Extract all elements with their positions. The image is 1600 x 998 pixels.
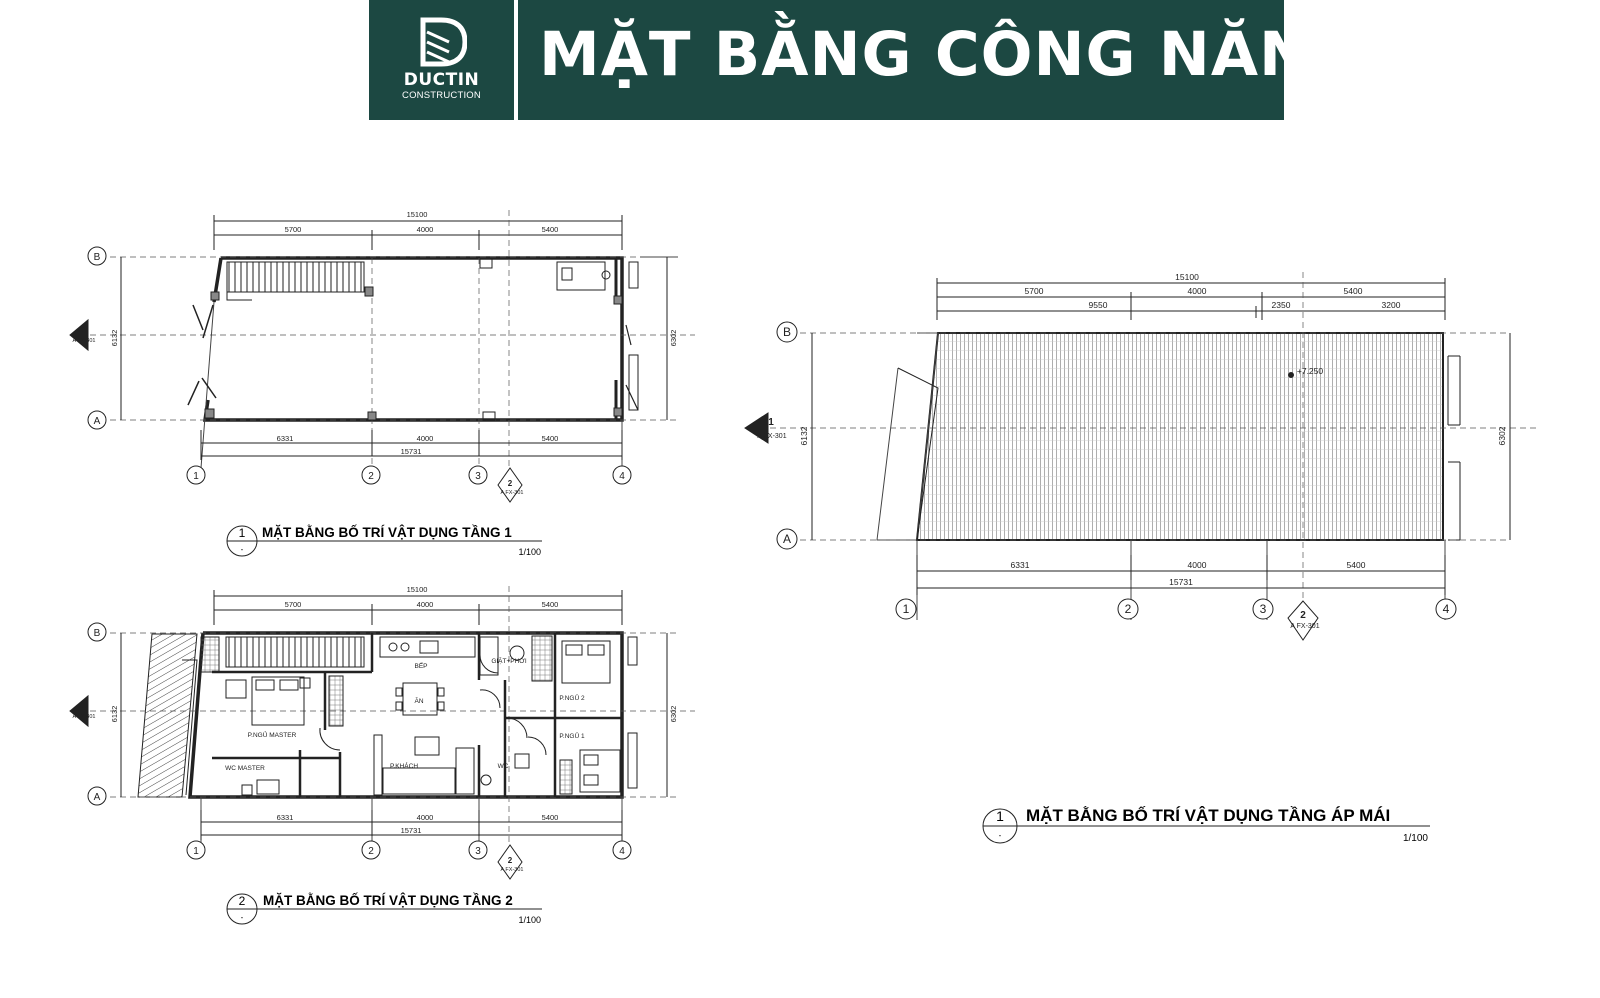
p3-grid-2: 2 [1124,602,1132,616]
p2-section2-num: 2 [507,856,513,865]
p2-grid-1: 1 [193,846,199,857]
plan-title-3 [983,805,1430,844]
plan-floor-1 [70,210,695,480]
room-giat: GIẶT+PHƠI [491,658,527,665]
p3-dim-bot-total: 15731 [1169,577,1193,587]
p2-dim-a: 5700 [284,600,302,609]
plan-title-1 [227,525,542,557]
p1-section-ref: A FX-301 [72,338,96,344]
p2-grid-2: 2 [368,846,374,857]
p2-dim-bot-b: 4000 [416,813,434,822]
p3-dim-c: 5400 [1343,286,1363,296]
p2-section-ref: A FX-301 [72,714,96,720]
p3-bot-dims [917,555,1445,595]
p3-section2-ref: A FX-301 [1290,623,1320,630]
p3-dim-roof-a: 9550 [1088,300,1108,310]
p1-section2-ref: A FX-301 [500,490,524,496]
p3-section-ref: A FX-301 [757,433,787,440]
p3-dim-bot-c: 5400 [1346,560,1366,570]
plan-1-number: 1 [238,526,246,540]
p2-section-num: 1 [81,701,87,710]
p2-bed-2 [562,641,610,683]
p2-bed-master [252,677,304,725]
roof-elevation: +7.250 [1296,366,1324,376]
plan-3-title: MẶT BẰNG BỐ TRÍ VẬT DỤNG TẦNG ÁP MÁI [1026,806,1391,825]
p3-dim-roof-b: 2350 [1271,300,1291,310]
p3-dim-total: 15100 [1175,272,1199,282]
plan-2-sheet: - [240,913,244,922]
p2-dim-total: 15100 [406,585,428,594]
p1-dim-bot-total: 15731 [400,447,422,456]
p1-dim-a: 5700 [284,225,302,234]
p3-grid-3: 3 [1259,602,1267,616]
room-ngu-2: P.NGỦ 2 [559,695,585,702]
room-bep: BẾP [414,663,428,670]
room-an: ĂN [414,698,424,705]
plan-3-sheet: - [998,831,1002,840]
p1-dim-total: 15100 [406,210,428,219]
p1-dim-bot-c: 5400 [541,434,559,443]
plan-3-scale: 1/100 [1402,833,1428,844]
p2-dim-b: 4000 [416,600,434,609]
p2-kitchen-counter [380,637,475,657]
p2-grid-b: B [93,628,101,639]
p3-dim-a: 5700 [1024,286,1044,296]
p3-dim-bot-a: 6331 [1010,560,1030,570]
p2-bed-1 [580,750,620,792]
plan-1-sheet: - [240,545,244,554]
plan-1-title: MẶT BẰNG BỐ TRÍ VẬT DỤNG TẦNG 1 [262,525,512,540]
p2-dim-right: 6302 [669,705,678,723]
p1-dim-left: 6132 [110,329,119,347]
p3-grid-1: 1 [902,602,910,616]
p2-grid-3: 3 [475,846,481,857]
plan-2-title: MẶT BẰNG BỐ TRÍ VẬT DỤNG TẦNG 2 [263,893,513,908]
plan-floor-2 [70,586,695,865]
logo-subtitle: CONSTRUCTION [402,90,481,101]
p2-dim-bot-a: 6331 [276,813,294,822]
p3-dim-left: 6132 [799,426,809,446]
p2-sofa [383,768,455,794]
p2-dim-bot-total: 15731 [400,826,422,835]
p3-dim-b: 4000 [1187,286,1207,296]
p1-wc [557,262,605,290]
p3-top-dims [937,278,1445,320]
p1-grid-b: B [93,252,101,263]
room-wc: WC [497,763,509,770]
p1-section-num: 1 [81,325,87,334]
plan-1-scale: 1/100 [518,547,541,557]
logo-name: DUCTIN [403,70,480,90]
plan-2-scale: 1/100 [518,915,541,925]
page-title: MẶT BẰNG CÔNG NĂNG [539,19,1363,90]
room-ngu-master: P.NGỦ MASTER [247,732,297,739]
p1-section2-num: 2 [507,479,513,488]
p1-stair [227,262,364,292]
plan-title-2 [227,893,542,925]
room-labels [225,656,585,772]
p2-dim-bot-c: 5400 [541,813,559,822]
p2-dim-left: 6132 [110,705,119,723]
p1-dim-bot-b: 4000 [416,434,434,443]
p1-grid-3: 3 [475,471,481,482]
p2-grid-4: 4 [619,846,625,857]
p2-stair [226,637,364,667]
p3-dim-roof-c: 3200 [1381,300,1401,310]
p1-grid-1: 1 [193,471,199,482]
plan-2-number: 2 [238,894,246,908]
p3-dim-bot-b: 4000 [1187,560,1207,570]
p1-dim-c: 5400 [541,225,559,234]
plan-3-number: 1 [996,808,1004,824]
p3-grid-4: 4 [1442,602,1450,616]
p1-grid-4: 4 [619,471,625,482]
p3-grid-b: B [782,325,792,339]
p3-grid-a: A [782,532,792,546]
p1-dim-bot-a: 6331 [276,434,294,443]
p1-grid-a: A [93,416,101,427]
p1-grid-2: 2 [368,471,374,482]
room-ngu-1: P.NGỦ 1 [559,733,585,740]
roof-sheet [917,333,1443,540]
p2-section2-ref: A FX-301 [500,867,524,873]
p2-dim-c: 5400 [541,600,559,609]
p2-bot-dims [201,810,622,840]
p3-section2-num: 2 [1300,610,1306,621]
room-khach: P.KHÁCH [389,763,419,770]
plan-roof [770,272,1540,640]
p1-dim-right: 6302 [669,329,678,347]
p1-dim-b: 4000 [416,225,434,234]
room-wc-master: WC MASTER [225,765,265,772]
p2-grid-a: A [93,792,101,803]
p3-dim-right: 6302 [1497,426,1507,446]
p3-section-num: 1 [768,417,774,428]
